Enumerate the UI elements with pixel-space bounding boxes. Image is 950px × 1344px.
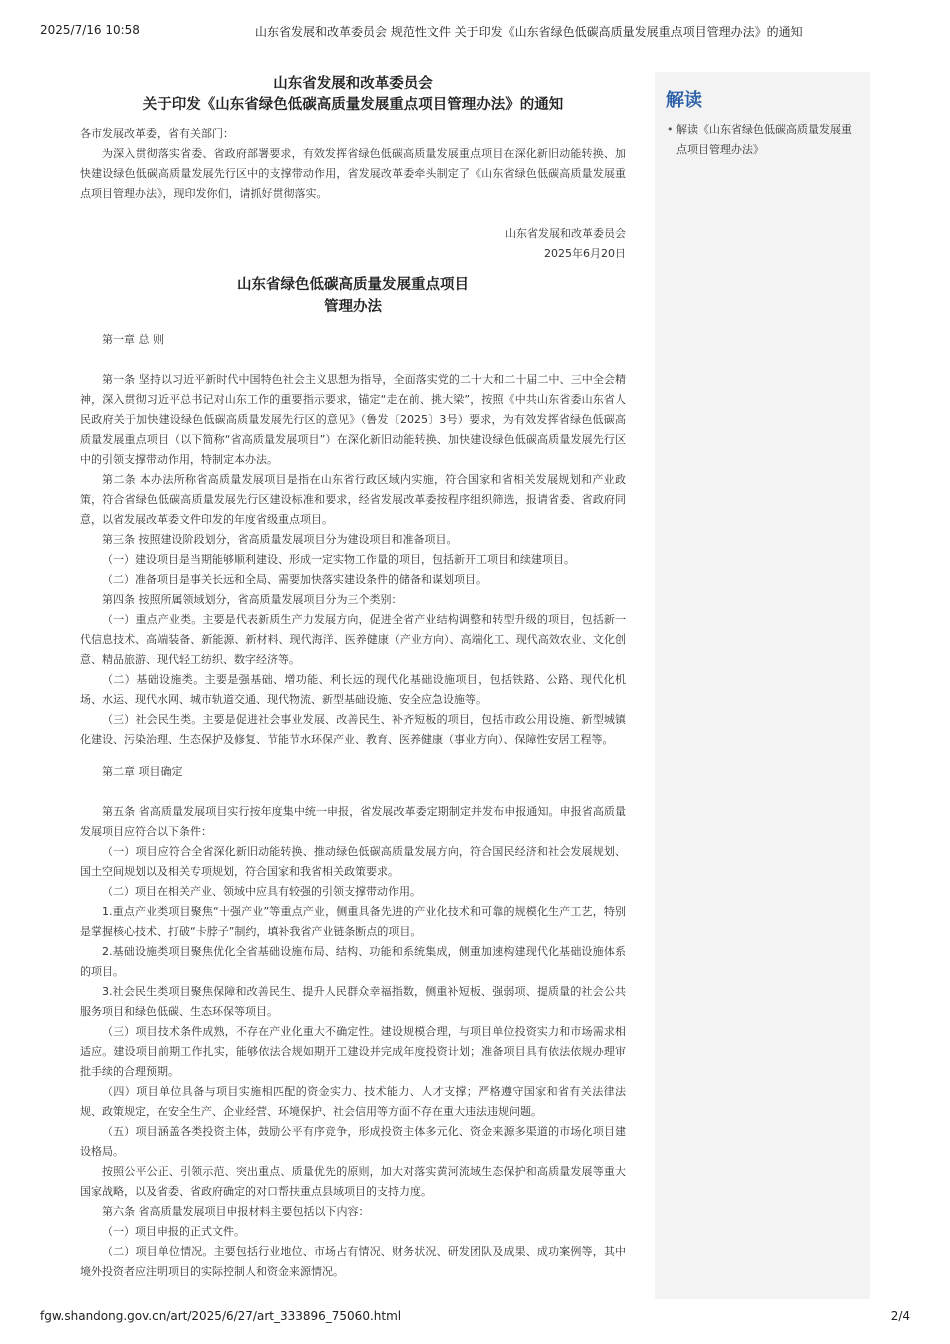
sidebar-link-text[interactable]: 解读《山东省绿色低碳高质量发展重点项目管理办法》 <box>676 123 852 156</box>
notice-body: 为深入贯彻落实省委、省政府部署要求，有效发挥省绿色低碳高质量发展重点项目在深化新旧动能转换、加快建设绿色低碳高质量发展先行区中的支撑带动作用，省发展改革委牵头制定了《山东省绿色低碳高质量发展重点项目管理办法》，现印发你们，请抓好贯彻落实。 <box>80 147 626 200</box>
document-title <box>80 274 626 318</box>
article-paragraph: （二）基础设施类。主要是强基础、增功能、利长远的现代化基础设施项目，包括铁路、公路、现代化机场、水运、现代水网、城市轨道交通、现代物流、新型基础设施、安全应急设施等。 <box>80 673 626 706</box>
article-paragraph: 3.社会民生类项目聚焦保障和改善民生、提升人民群众幸福指数，侧重补短板、强弱项、提质量的社会公共服务项目和绿色低碳、生态环保等项目。 <box>80 985 626 1018</box>
chapter2-body <box>80 802 626 1282</box>
notice-title-line1: 山东省发展和改革委员会 <box>273 76 433 92</box>
article-paragraph: 1.重点产业类项目聚焦“十强产业”等重点产业，侧重具备先进的产业化技术和可靠的规模化生产工艺，特别是掌握核心技术、打破“卡脖子”制约，填补我省产业链条断点的项目。 <box>80 905 626 938</box>
chapter-heading: 第二章 项目确定 <box>102 765 183 778</box>
notice-salutation: 各市发展改革委，省有关部门： <box>80 127 234 140</box>
print-url: fgw.shandong.gov.cn/art/2025/6/27/art_333896_75060.html <box>40 1309 402 1323</box>
bullet-icon: • <box>667 123 674 136</box>
interpretation-sidebar <box>655 72 870 1299</box>
article-paragraph: （三）社会民生类。主要是促进社会事业发展、改善民生、补齐短板的项目，包括市政公用设施、新型城镇化建设、污染治理、生态保护及修复、节能节水环保产业、教育、医养健康（事业方向）、保障性安居工程等。 <box>80 713 626 746</box>
article-paragraph: （三）项目技术条件成熟，不存在产业化重大不确定性。建设规模合理，与项目单位投资实力和市场需求相适应。建设项目前期工作扎实，能够依法合规如期开工建设并完成年度投资计划；准备项目具有依法依规办理审批手续的合理预期。 <box>80 1025 626 1078</box>
article-paragraph: 第六条 省高质量发展项目申报材料主要包括以下内容： <box>102 1205 370 1218</box>
document-title-line2: 管理办法 <box>324 299 382 315</box>
article-content <box>80 74 626 1282</box>
print-datetime: 2025/7/16 10:58 <box>40 23 140 37</box>
article-paragraph: 第三条 按照建设阶段划分，省高质量发展项目分为建设项目和准备项目。 <box>102 533 458 546</box>
document-title-line1: 山东省绿色低碳高质量发展重点项目 <box>237 277 469 293</box>
notice-signature <box>80 224 626 264</box>
article-paragraph: 第二条 本办法所称省高质量发展项目是指在山东省行政区域内实施，符合国家和省相关发展规划和产业政策，符合省绿色低碳高质量发展先行区建设标准和要求，经省发展改革委按程序组织筛选，报请省委、省政府同意，以省发展改革委文件印发的年度省级重点项目。 <box>80 473 626 526</box>
article-paragraph: 第五条 省高质量发展项目实行按年度集中统一申报，省发展改革委定期制定并发布申报通知。申报省高质量发展项目应符合以下条件： <box>80 805 626 838</box>
print-page-number: 2/4 <box>890 1309 910 1323</box>
article-paragraph: （四）项目单位具备与项目实施相匹配的资金实力、技术能力、人才支撑；严格遵守国家和省有关法律法规、政策规定，在安全生产、企业经营、环境保护、社会信用等方面不存在重大违法违规问题。 <box>80 1085 626 1118</box>
print-page-title: 山东省发展和改革委员会 规范性文件 关于印发《山东省绿色低碳高质量发展重点项目管理办法》的通知 <box>255 25 803 39</box>
article-paragraph: （二）准备项目是事关长远和全局、需要加快落实建设条件的储备和谋划项目。 <box>102 573 487 586</box>
chapter-heading: 第一章 总 则 <box>102 333 164 346</box>
article-paragraph: 2.基础设施类项目聚焦优化全省基础设施布局、结构、功能和系统集成，侧重加速构建现代化基础设施体系的项目。 <box>80 945 626 978</box>
article-paragraph: 第四条 按照所属领域划分，省高质量发展项目分为三个类别： <box>102 593 403 606</box>
article-paragraph: （五）项目涵盖各类投资主体，鼓励公平有序竞争，形成投资主体多元化、资金来源多渠道的市场化项目建设格局。 <box>80 1125 626 1158</box>
article-paragraph: （二）项目在相关产业、领域中应具有较强的引领支撑带动作用。 <box>102 885 421 898</box>
article-paragraph: （一）项目申报的正式文件。 <box>102 1225 245 1238</box>
article-paragraph: 第一条 坚持以习近平新时代中国特色社会主义思想为指导，全面落实党的二十大和二十届二中、三中全会精神，深入贯彻习近平总书记对山东工作的重要指示要求，锚定“走在前、挑大梁”，按照《中共山东省委山东省人民政府关于加快建设绿色低碳高质量发展先行区的意见》（鲁发〔2025〕3号）要求，为有效发挥省绿色低碳高质量发展重点项目（以下简称“省高质量发展项目”）在深化新旧动能转换、加快建设绿色低碳高质量发展先行区中的引领支撑带动作用，特制定本办法。 <box>80 373 626 466</box>
article-paragraph: （一）项目应符合全省深化新旧动能转换、推动绿色低碳高质量发展方向，符合国民经济和社会发展规划、国土空间规划以及相关专项规划，符合国家和我省相关政策要求。 <box>80 845 626 878</box>
sidebar-link-item[interactable] <box>667 120 857 160</box>
notice-title <box>80 74 626 116</box>
notice-signer: 山东省发展和改革委员会 <box>505 227 626 240</box>
article-paragraph: 按照公平公正、引领示范、突出重点、质量优先的原则，加大对落实黄河流域生态保护和高质量发展等重大国家战略，以及省委、省政府确定的对口帮扶重点县域项目的支持力度。 <box>80 1165 626 1198</box>
article-paragraph: （一）建设项目是当期能够顺利建设、形成一定实物工作量的项目，包括新开工项目和续建项目。 <box>102 553 575 566</box>
chapter1-body <box>80 370 626 750</box>
notice-title-line2: 关于印发《山东省绿色低碳高质量发展重点项目管理办法》的通知 <box>142 97 564 113</box>
sidebar-link-list <box>667 120 857 160</box>
article-paragraph: （一）重点产业类。主要是代表新质生产力发展方向，促进全省产业结构调整和转型升级的项目，包括新一代信息技术、高端装备、新能源、新材料、现代海洋、医养健康（产业方向）、高端化工、现代高效农业、文化创意、精品旅游、现代轻工纺织、数字经济等。 <box>80 613 626 666</box>
sidebar-heading: 解读 <box>666 90 702 111</box>
article-paragraph: （二）项目单位情况。主要包括行业地位、市场占有情况、财务状况、研发团队及成果、成功案例等，其中境外投资者应注明项目的实际控制人和资金来源情况。 <box>80 1245 626 1278</box>
notice-date: 2025年6月20日 <box>544 247 626 260</box>
